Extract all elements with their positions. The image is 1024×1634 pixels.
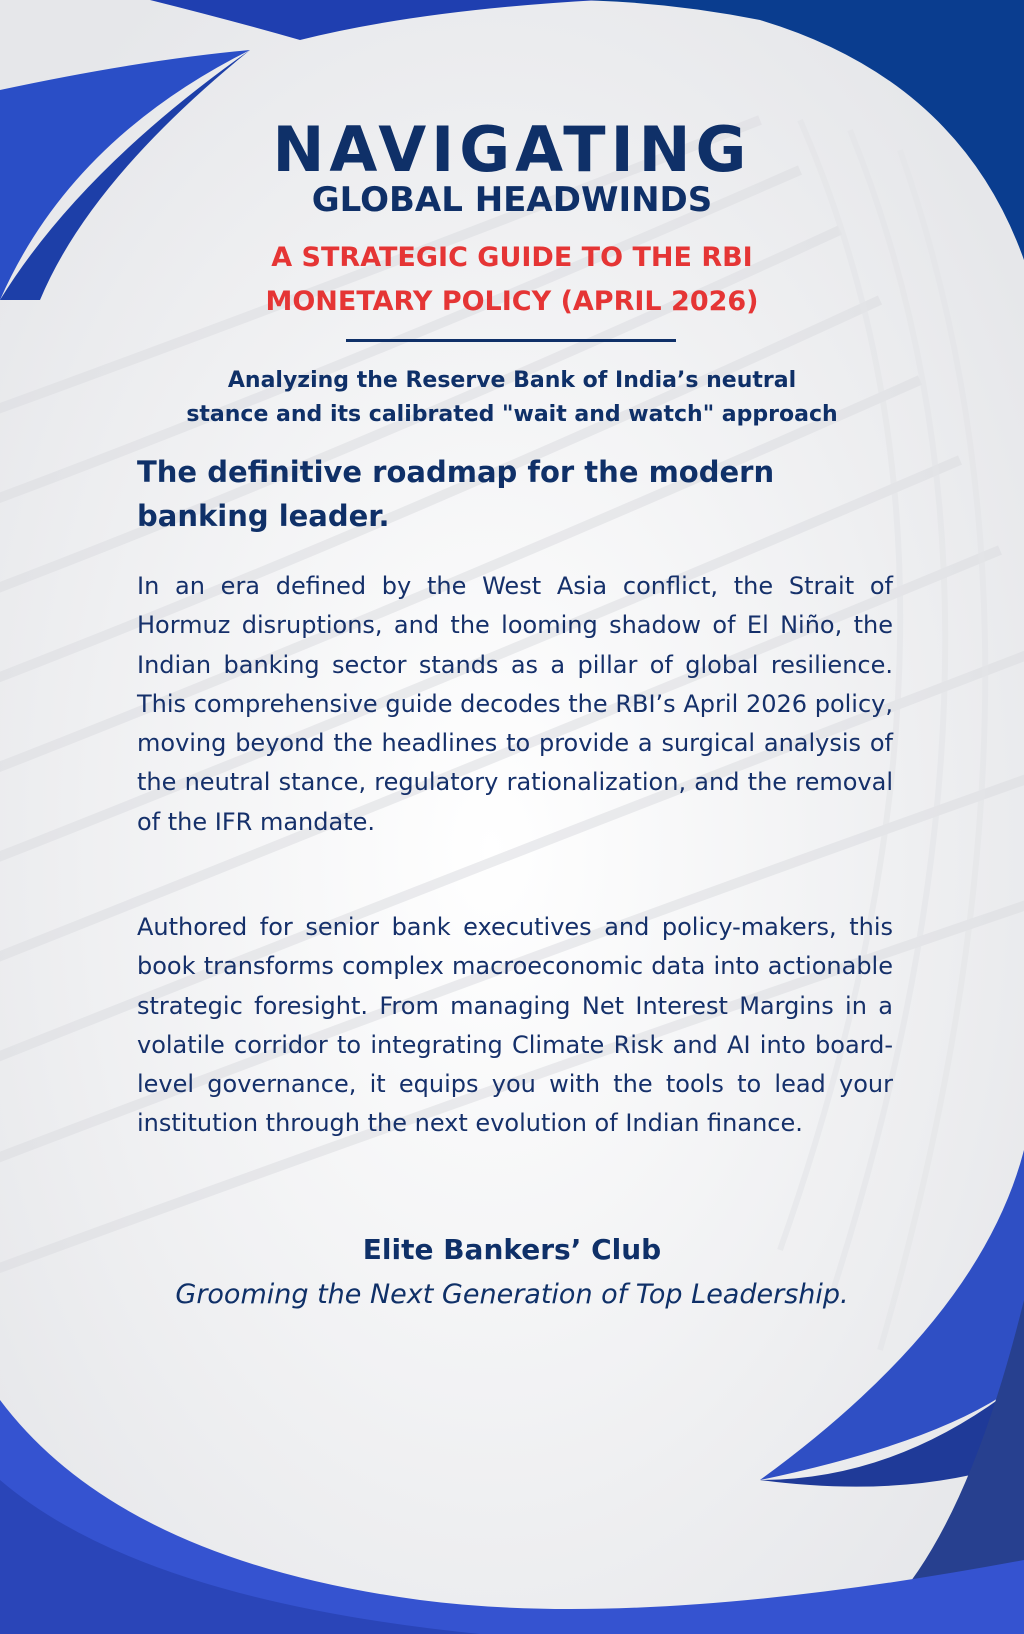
section-heading — [137, 450, 857, 538]
book-description-line: stance and its calibrated "wait and watch" approach — [186, 402, 838, 427]
author-tagline: Grooming the Next Generation of Top Leadership. — [175, 1279, 849, 1310]
title-divider — [346, 339, 676, 342]
author-name: Elite Bankers’ Club — [362, 1233, 662, 1266]
section-heading-line: The definitive roadmap for the modern — [137, 455, 775, 489]
section-heading-line: banking leader. — [137, 499, 390, 533]
book-description-line: Analyzing the Reserve Bank of India’s neutral — [227, 368, 797, 393]
book-title-secondary: GLOBAL HEADWINDS — [311, 180, 713, 220]
body-paragraph-context: In an era defined by the West Asia conflict, the Strait of Hormuz disruptions, and the looming shadow of El Niño, the Indian banking sector stands as a pillar of global resilience. This comprehensive guide decodes the RBI’s April 2026 policy, moving beyond the headlines to provide a surgical analysis of the neutral stance, regulatory rationalization, and the removal of the IFR mandate. — [137, 572, 893, 836]
book-subtitle-line: MONETARY POLICY (APRIL 2026) — [265, 286, 759, 317]
book-subtitle-line: A STRATEGIC GUIDE TO THE RBI — [271, 242, 753, 273]
body-paragraph-audience: Authored for senior bank executives and policy-makers, this book transforms complex macroeconomic data into actionable strategic foresight. From managing Net Interest Margins in a volatile corridor to integrating Climate Risk and AI into board-level governance, it equips you with the tools to lead your institution through the next evolution of Indian finance. — [137, 913, 893, 1138]
book-description — [0, 364, 1024, 432]
book-subtitle — [0, 236, 1024, 324]
book-title: NAVIGATING — [272, 113, 752, 186]
